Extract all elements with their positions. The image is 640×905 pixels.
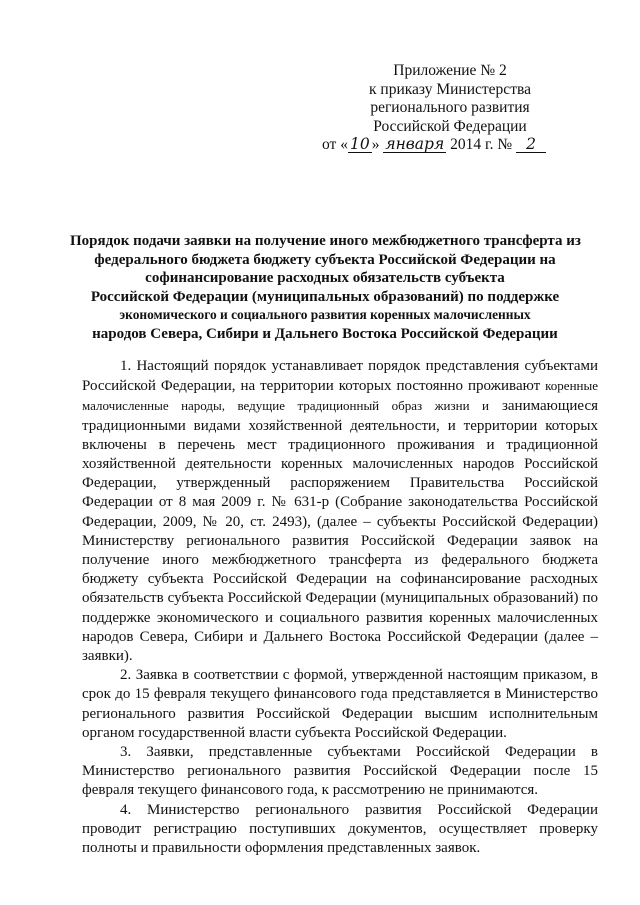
appendix-line-country: Российской Федерации xyxy=(373,117,527,135)
appendix-line-order: к приказу Министерства xyxy=(369,80,531,98)
order-date-line xyxy=(300,136,600,155)
handwritten-month: января xyxy=(385,135,445,153)
paragraph-4: 4. Министерство регионального развития Российской Федерации проводит регистрацию поступивших документов, осуществляет проверку полноты и правильности оформления представленных заявок. xyxy=(82,801,598,857)
document-body xyxy=(82,357,598,858)
date-year: 2014 г. № xyxy=(450,136,513,153)
title-line: экономического и социального развития коренных малочисленных xyxy=(119,307,531,323)
handwritten-order-number: 2 xyxy=(516,136,546,153)
title-line: Российской Федерации (муниципальных образований) по поддержке xyxy=(90,288,560,305)
paragraph-3: 3. Заявки, представленные субъектами Российской Федерации в Министерство регионального развития Российской Федерации после 15 февраля текущего финансового года, к рассмотрению не принимаются. xyxy=(82,744,598,799)
paragraph-2: 2. Заявка в соответствии с формой, утвержденной настоящим приказом, в срок до 15 февраля текущего финансового года представляется в Министерство регионального развития Российской Федерации высшим исполнительным органом государственной власти субъекта Российской Федерации. xyxy=(82,667,598,741)
date-prefix: от « xyxy=(322,136,348,153)
paragraph-1 xyxy=(82,357,598,666)
title-line: народов Севера, Сибири и Дальнего Востока Российской Федерации xyxy=(92,325,558,342)
appendix-line-ministry: регионального развития xyxy=(370,99,530,116)
handwritten-day: 10 xyxy=(349,135,370,153)
title-line: софинансирование расходных обязательств субъекта xyxy=(145,270,505,287)
date-mid: » xyxy=(371,136,380,153)
title-line: федерального бюджета бюджету субъекта Российской Федерации на xyxy=(94,251,556,268)
paragraph-1-part-b: коренные малочисленные народы, ведущие традиционный образ жизни и xyxy=(82,378,598,414)
title-line: Порядок подачи заявки на получение иного межбюджетного трансферта из xyxy=(70,233,581,249)
document-title xyxy=(70,232,580,344)
appendix-header xyxy=(300,62,600,155)
paragraph-1-part-c: занимающиеся традиционными видами хозяйственной деятельности, и территории которых включены в перечень мест традиционного проживания и традиционной хозяйственной деятельности коренных малочисленных народов Российской Федерации, утвержденный распоряжением Правительства Российской Федерации от 8 мая 2009 г. № 631-р (Собрание законодательства Российской Федерации, 2009, № 20, ст. 2493), (далее – субъекты Российской Федерации) Министерству регионального развития Российской Федерации заявок на получение иного межбюджетного трансферта из федерального бюджета бюджету субъекта Российской Федерации на софинансирование расходных обязательств субъекта Российской Федерации (муниципальных образований) по поддержке экономического и социального развития коренных малочисленных народов Севера, Сибири и Дальнего Востока Российской Федерации (далее – заявки). xyxy=(82,398,599,665)
appendix-title: Приложение № 2 xyxy=(393,62,507,79)
paragraph-1-part-a: 1. Настоящий порядок устанавливает порядок представления субъектами Российской Федерации, на территории которых постоянно проживают xyxy=(82,358,598,395)
